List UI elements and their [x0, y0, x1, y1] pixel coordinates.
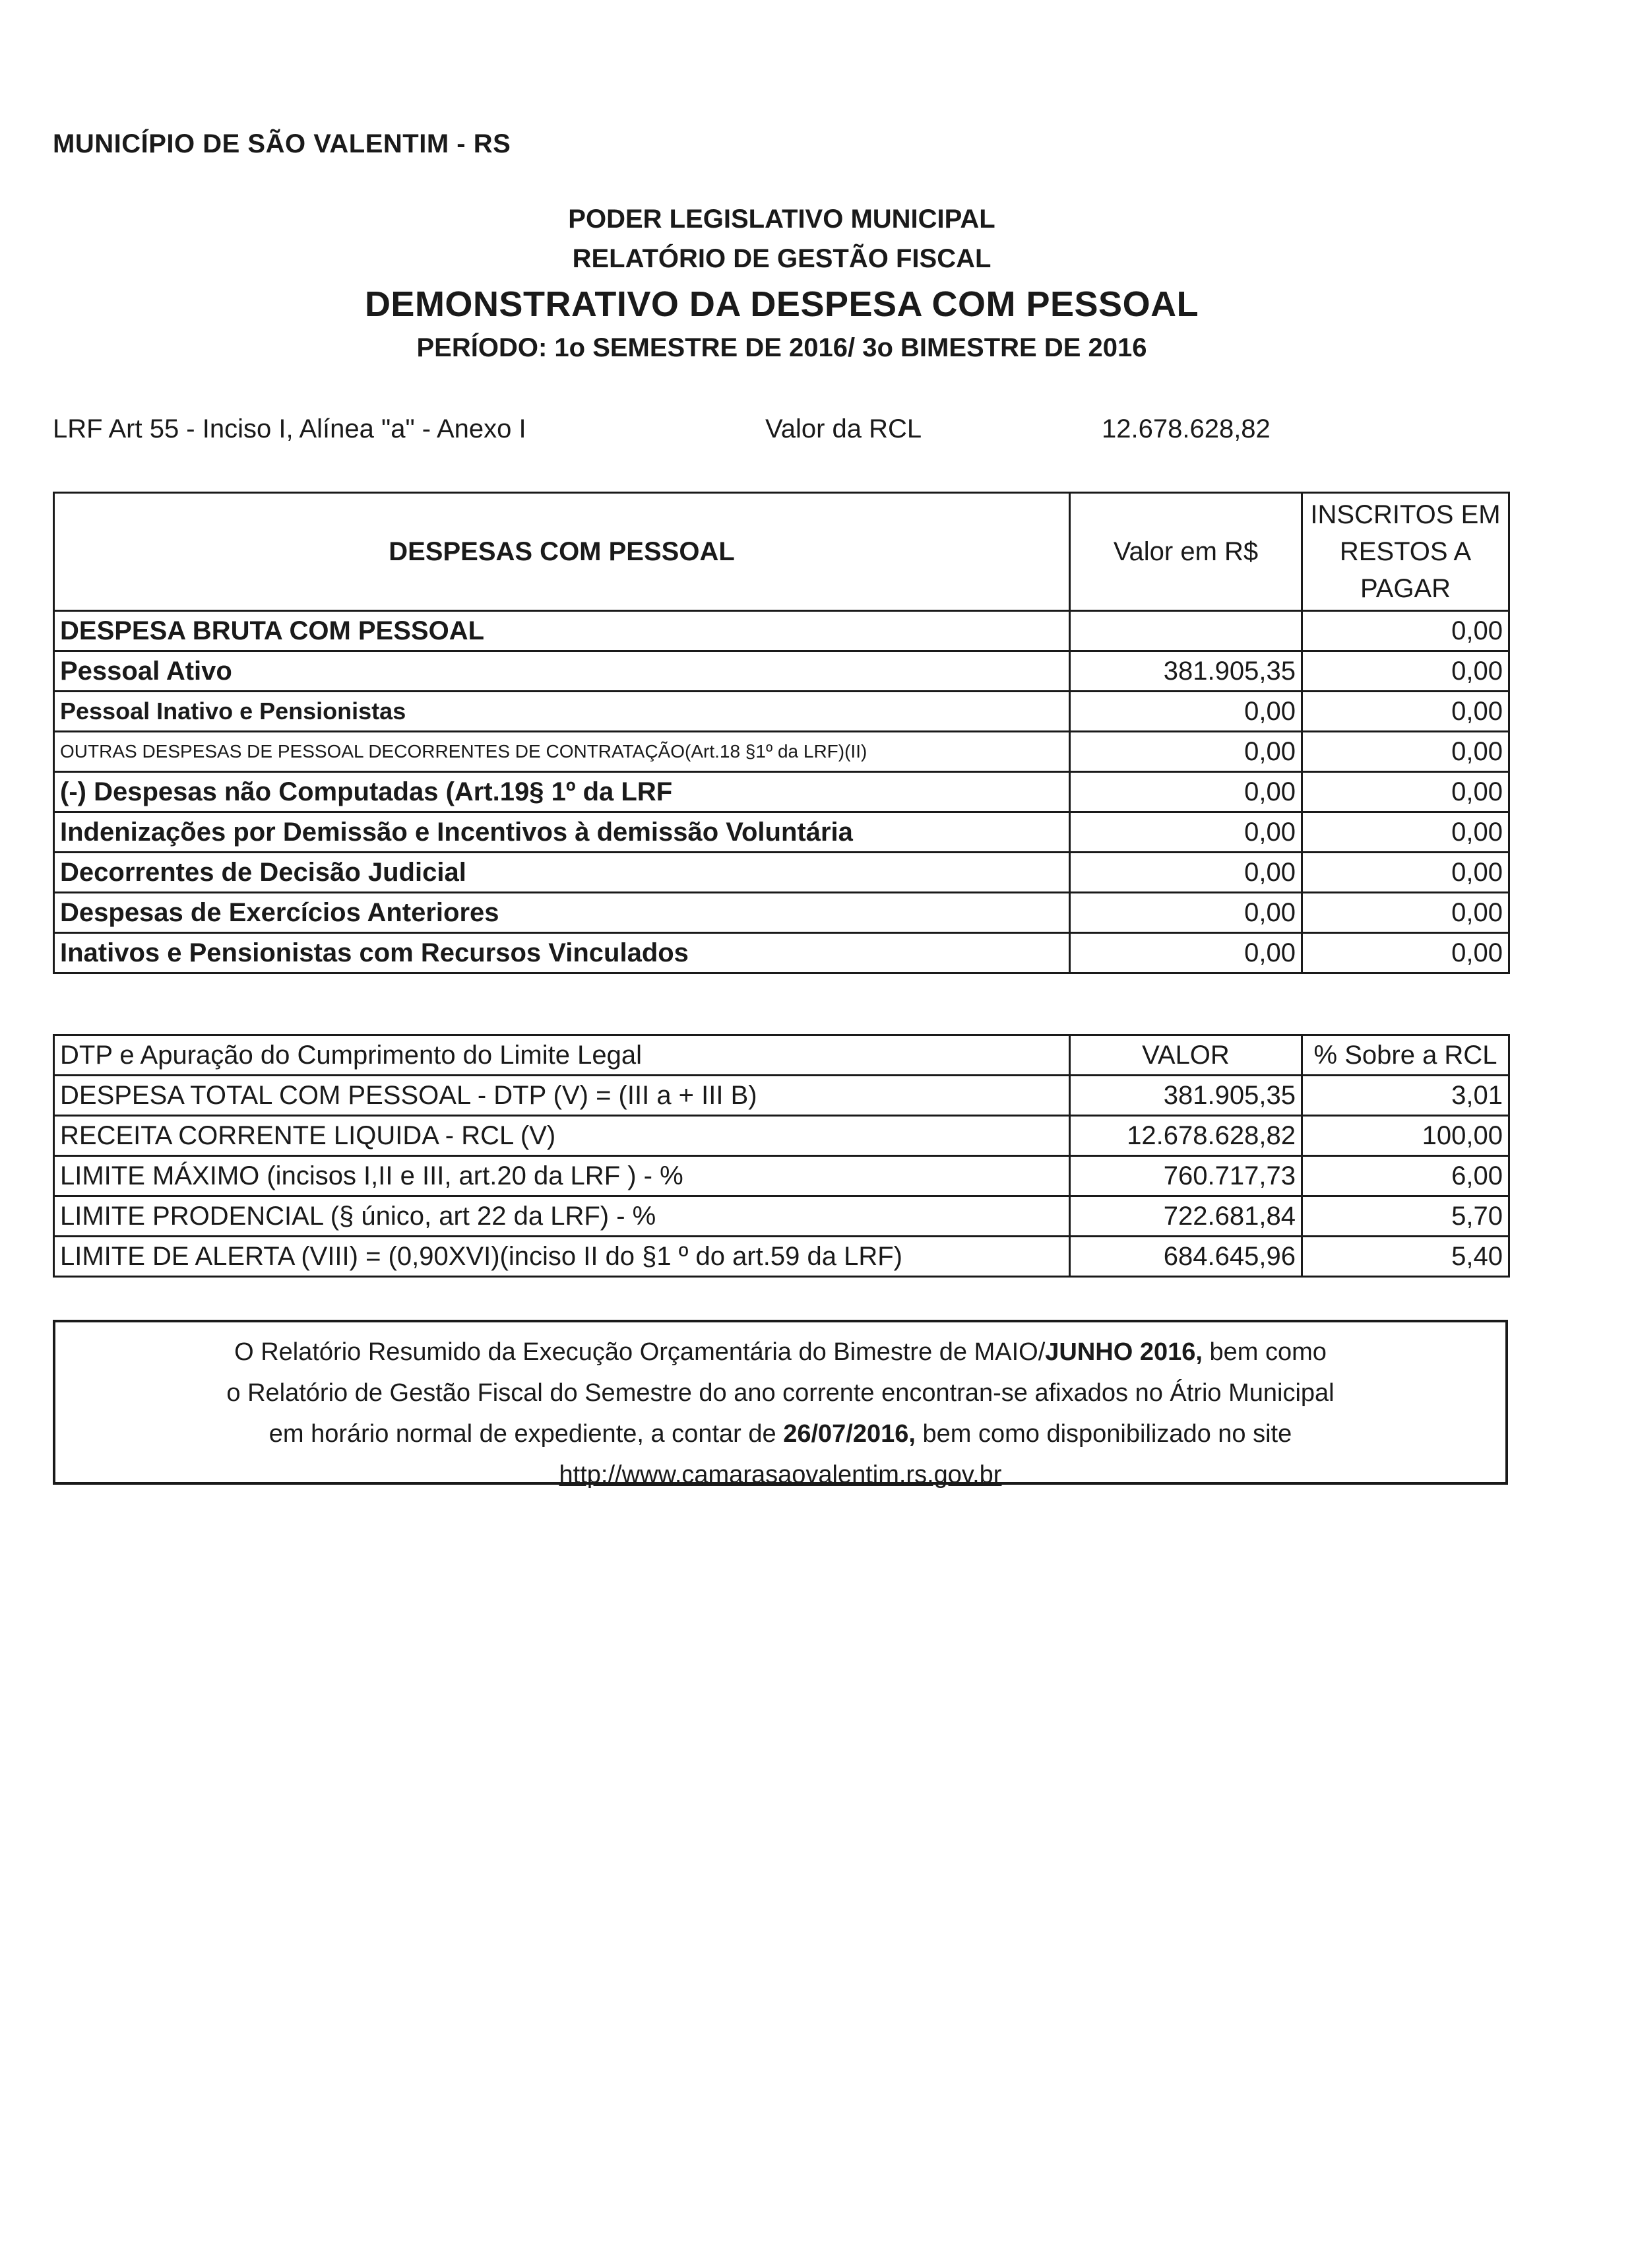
row-inscritos: 0,00 [1302, 853, 1509, 893]
row-valor [1070, 611, 1302, 651]
row-valor: 722.681,84 [1070, 1196, 1302, 1237]
table-row [54, 1237, 1509, 1277]
row-label: Decorrentes de Decisão Judicial [54, 853, 1070, 893]
table-row [54, 772, 1509, 812]
notice-line-1: O Relatório Resumido da Execução Orçamentária do Bimestre de MAIO/JUNHO 2016, bem como [234, 1338, 1327, 1366]
publication-notice [53, 1320, 1508, 1489]
notice-line-3: em horário normal de expediente, a contar de 26/07/2016, bem como disponibilizado no site [268, 1420, 1292, 1448]
row-inscritos: 0,00 [1302, 812, 1509, 853]
row-inscritos: 0,00 [1302, 651, 1509, 692]
row-valor: 12.678.628,82 [1070, 1116, 1302, 1156]
row-valor: 0,00 [1070, 853, 1302, 893]
table-row [54, 933, 1509, 973]
header-inscritos: INSCRITOS EM RESTOS A PAGAR [1302, 493, 1509, 611]
row-valor: 0,00 [1070, 692, 1302, 732]
row-inscritos: 0,00 [1302, 772, 1509, 812]
row-pct: 3,01 [1302, 1076, 1509, 1116]
row-label: DESPESA BRUTA COM PESSOAL [54, 611, 1070, 651]
personnel-expenses-table [53, 492, 1510, 974]
lrf-reference: LRF Art 55 - Inciso I, Alínea "a" - Anexo I [53, 414, 526, 443]
website-link[interactable]: http://www.camarasaovalentim.rs.gov.br [559, 1461, 1002, 1489]
table-row [54, 893, 1509, 933]
table-row [54, 1196, 1509, 1237]
row-valor: 0,00 [1070, 772, 1302, 812]
table-row [54, 1116, 1509, 1156]
row-label: RECEITA CORRENTE LIQUIDA - RCL (V) [54, 1116, 1070, 1156]
row-inscritos: 0,00 [1302, 893, 1509, 933]
row-label: OUTRAS DESPESAS DE PESSOAL DECORRENTES DE CONTRATAÇÃO(Art.18 §1º da LRF)(II) [54, 732, 1070, 772]
rcl-label: Valor da RCL [765, 414, 922, 443]
notice-line-4 [55, 1454, 1505, 1495]
table-row [54, 1156, 1509, 1196]
table-row [54, 812, 1509, 853]
row-label: Despesas de Exercícios Anteriores [54, 893, 1070, 933]
row-valor: 381.905,35 [1070, 651, 1302, 692]
row-label: LIMITE MÁXIMO (incisos I,II e III, art.20 da LRF ) - % [54, 1156, 1070, 1196]
row-inscritos: 0,00 [1302, 933, 1509, 973]
header-pct-rcl: % Sobre a RCL [1302, 1035, 1509, 1076]
table-row [54, 853, 1509, 893]
row-label: DESPESA TOTAL COM PESSOAL - DTP (V) = (III a + III B) [54, 1076, 1070, 1116]
row-inscritos: 0,00 [1302, 732, 1509, 772]
row-label: LIMITE PRODENCIAL (§ único, art 22 da LRF) - % [54, 1196, 1070, 1237]
row-pct: 100,00 [1302, 1116, 1509, 1156]
table-row [54, 692, 1509, 732]
header-valor: VALOR [1070, 1035, 1302, 1076]
row-label: (-) Despesas não Computadas (Art.19§ 1º da LRF [54, 772, 1070, 812]
row-label: Pessoal Inativo e Pensionistas [54, 692, 1070, 732]
table-row [54, 732, 1509, 772]
legislative-power-heading: PODER LEGISLATIVO MUNICIPAL [568, 205, 995, 234]
table-header-row [54, 1035, 1509, 1076]
row-valor: 381.905,35 [1070, 1076, 1302, 1116]
row-pct: 6,00 [1302, 1156, 1509, 1196]
row-label: Inativos e Pensionistas com Recursos Vinculados [54, 933, 1070, 973]
row-label: Pessoal Ativo [54, 651, 1070, 692]
row-valor: 684.645,96 [1070, 1237, 1302, 1277]
row-inscritos: 0,00 [1302, 692, 1509, 732]
row-valor: 0,00 [1070, 893, 1302, 933]
document-title: DEMONSTRATIVO DA DESPESA COM PESSOAL [364, 284, 1199, 324]
table-header-row [54, 493, 1509, 611]
row-valor: 0,00 [1070, 732, 1302, 772]
row-valor: 0,00 [1070, 933, 1302, 973]
row-label: Indenizações por Demissão e Incentivos à demissão Voluntária [54, 812, 1070, 853]
notice-line-2: o Relatório de Gestão Fiscal do Semestre do ano corrente encontran-se afixados no Átrio Municipal [226, 1379, 1335, 1407]
fiscal-report-heading: RELATÓRIO DE GESTÃO FISCAL [572, 244, 991, 273]
row-inscritos: 0,00 [1302, 611, 1509, 651]
row-label: LIMITE DE ALERTA (VIII) = (0,90XVI)(inciso II do §1 º do art.59 da LRF) [54, 1237, 1070, 1277]
row-valor: 760.717,73 [1070, 1156, 1302, 1196]
legal-limit-table [53, 1034, 1510, 1278]
row-valor: 0,00 [1070, 812, 1302, 853]
header-valor: Valor em R$ [1070, 493, 1302, 611]
municipality-title: MUNICÍPIO DE SÃO VALENTIM - RS [53, 129, 511, 158]
table-row [54, 651, 1509, 692]
header-despesas: DESPESAS COM PESSOAL [54, 493, 1070, 611]
table-row [54, 611, 1509, 651]
period-heading: PERÍODO: 1o SEMESTRE DE 2016/ 3o BIMESTRE DE 2016 [416, 333, 1147, 362]
rcl-value: 12.678.628,82 [1102, 414, 1271, 443]
row-pct: 5,70 [1302, 1196, 1509, 1237]
header-dtp: DTP e Apuração do Cumprimento do Limite Legal [54, 1035, 1070, 1076]
table-row [54, 1076, 1509, 1116]
row-pct: 5,40 [1302, 1237, 1509, 1277]
